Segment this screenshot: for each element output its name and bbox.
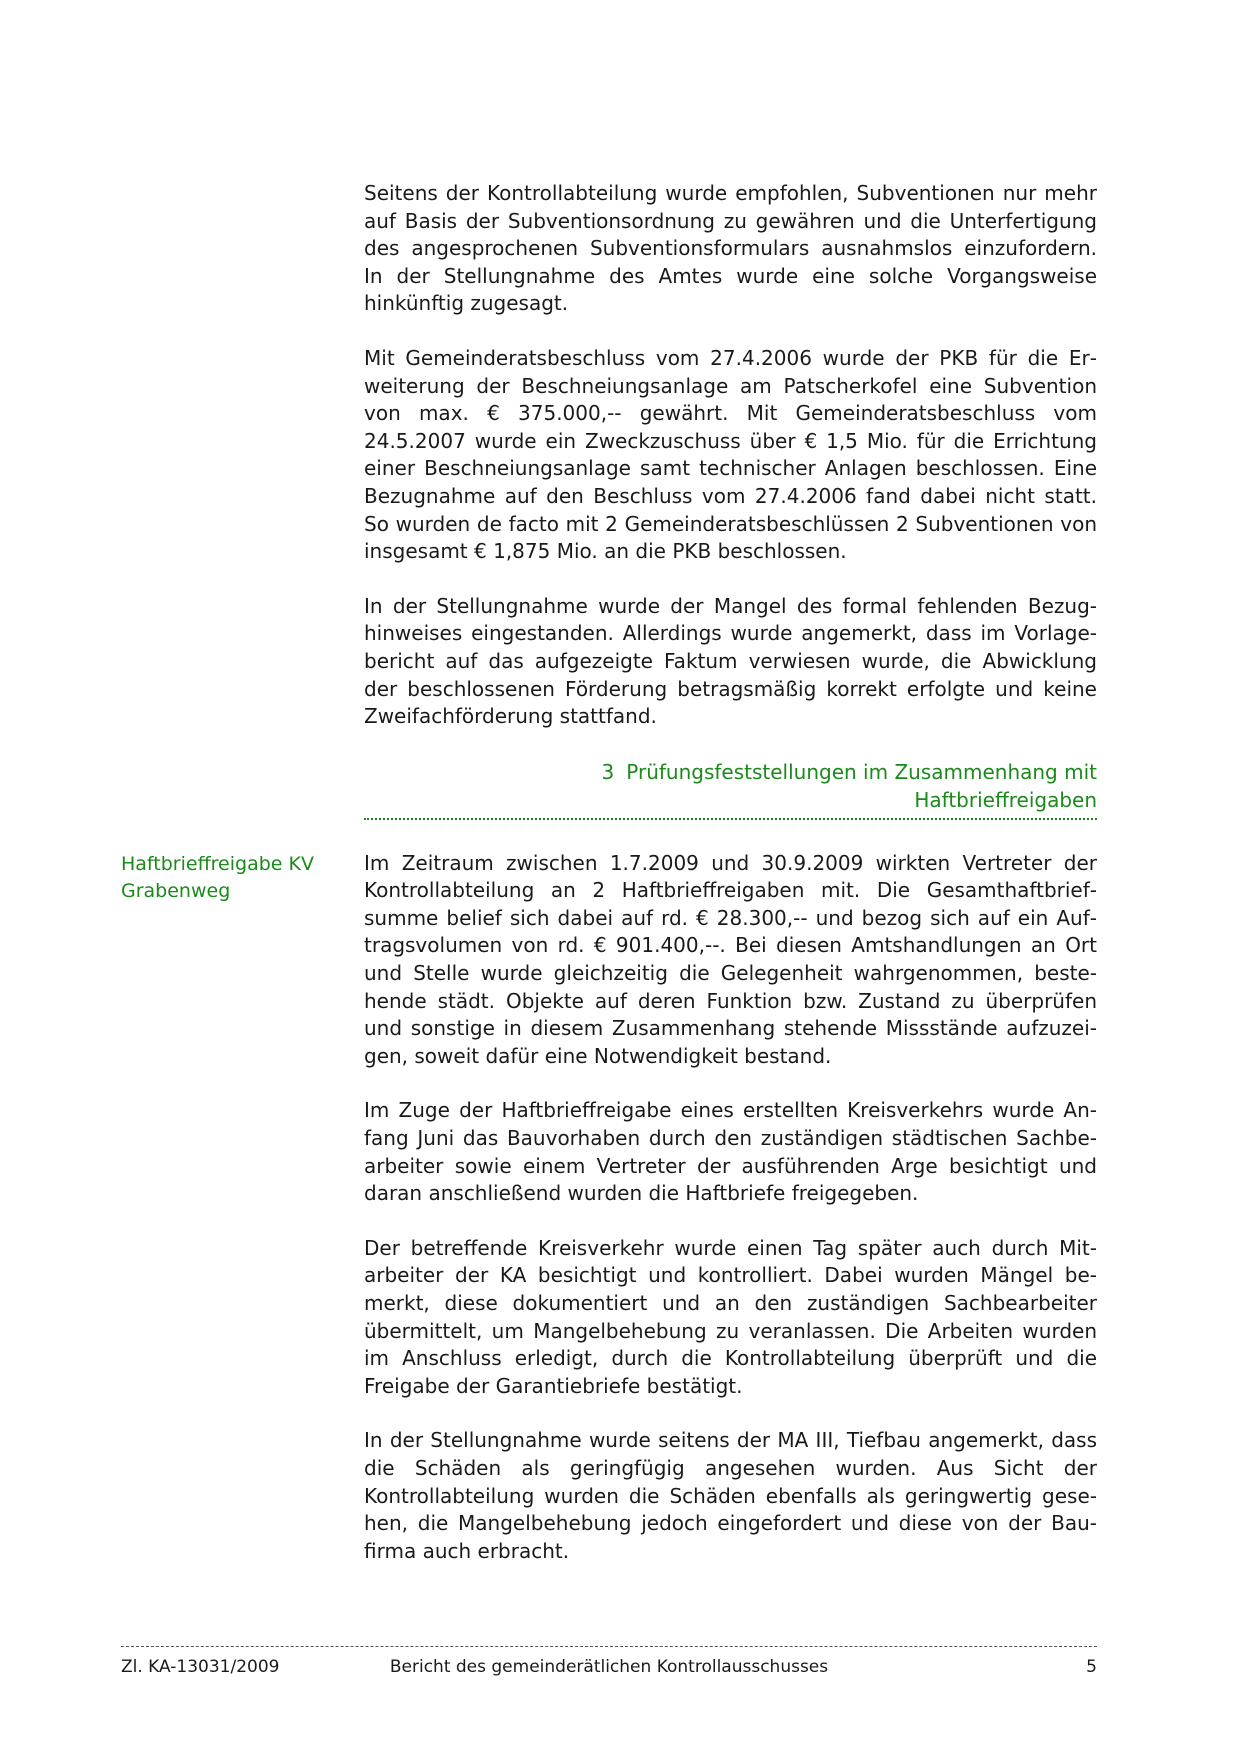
footer-title: Bericht des gemeinderätlichen Kontrollausschusses	[389, 1657, 829, 1677]
paragraph-kreisverkehr-kontrolle: Der betreffende Kreisverkehr wurde einen Tag später auch durch Mitarbeiter der KA besichtigt und kontrolliert. Dabei wurden Mängel bemerkt, diese dokumentiert und an den zuständigen Sachbearbeiter übermittelt, um Mangelbehebung zu veranlassen. Die Arbeiten wurden im Anschluss erledigt, durch die Kontrollabteilung überprüft und die Freigabe der Garantiebriefe bestätigt.	[364, 1235, 1097, 1398]
paragraph-zeitraum: Im Zeitraum zwischen 1.7.2009 und 30.9.2009 wirkten Vertreter der Kontrollabteilung an 2 Haftbrieffreigaben mit. Die Gesamthaftbriefsumme belief sich dabei auf rd. € 28.300,-- und bezog sich auf ein Auftragsvolumen von rd. € 901.400,--. Bei diesen Amtshandlungen an Ort und Stelle wurde gleichzeitig die Gelegenheit wahrgenommen, bestehende städt. Objekte auf deren Funktion bzw. Zustand zu überprüfen und sonstige in diesem Zusammenhang stehende Missstände aufzuzeigen, soweit dafür eine Notwendigkeit bestand.	[364, 850, 1097, 1068]
paragraph-bezughinweis: In der Stellungnahme wurde der Mangel des formal fehlenden Bezughinweises eingestanden. Allerdings wurde angemerkt, dass im Vorlagebericht auf das aufgezeigte Faktum verwiesen wurde, die Abwicklung der beschlossenen Förderung betragsmäßig korrekt erfolgte und keine Zweifachförderung stattfand.	[364, 593, 1097, 729]
section-gap	[364, 820, 1097, 850]
section-title-part1: Prüfungsfeststellungen im Zusammenhang mit	[626, 759, 1097, 784]
footer-reference: Zl. KA-13031/2009	[121, 1657, 280, 1677]
paragraph-stellungnahme-tiefbau: In der Stellungnahme wurde seitens der MA III, Tiefbau angemerkt, dass die Schäden als geringfügig angesehen wurden. Aus Sicht der Kontrollabteilung wurden die Schäden ebenfalls als geringwertig gesehen, die Mangelbehebung jedoch eingefordert und diese von der Baufirma auch erbracht.	[364, 1428, 1097, 1563]
section-heading	[364, 758, 1097, 820]
page-number: 5	[1086, 1657, 1097, 1677]
footer-divider	[121, 1646, 1097, 1647]
section-heading-line1	[364, 758, 1097, 786]
main-column	[364, 180, 1097, 1592]
section-heading-line2: Haftbrieffreigaben	[914, 787, 1097, 812]
margin-note-line2: Grabenweg	[121, 880, 231, 902]
paragraph-kreisverkehr-freigabe: Im Zuge der Haftbrieffreigabe eines erstellten Kreisverkehrs wurde Anfang Juni das Bauvorhaben durch den zuständigen städtischen Sachbearbeiter sowie einem Vertreter der ausführenden Arge besichtigt und daran anschließend wurden die Haftbriefe freigegeben.	[364, 1098, 1097, 1206]
margin-note	[121, 851, 341, 905]
paragraph-subventionsformular: Seitens der Kontrollabteilung wurde empfohlen, Subventionen nur mehr auf Basis der Subventionsordnung zu gewähren und die Unterfertigung des angesprochenen Subventionsformulars ausnahmslos einzufordern. In der Stellungnahme des Amtes wurde eine solche Vorgangsweise hinkünftig zugesagt.	[364, 181, 1097, 316]
paragraph-gemeinderatsbeschluss: Mit Gemeinderatsbeschluss vom 27.4.2006 wurde der PKB für die Erweiterung der Beschneiungsanlage am Patscherkofel eine Subvention von max. € 375.000,-- gewährt. Mit Gemeinderatsbeschluss vom 24.5.2007 wurde ein Zweckzuschuss über € 1,5 Mio. für die Errichtung einer Beschneiungsanlage samt technischer Anlagen beschlossen. Eine Bezugnahme auf den Beschluss vom 27.4.2006 fand dabei nicht statt. So wurden de facto mit 2 Gemeinderatsbeschlüssen 2 Subventionen von insgesamt € 1,875 Mio. an die PKB beschlossen.	[364, 345, 1097, 564]
margin-note-line1: Haftbrieffreigabe KV	[121, 853, 314, 875]
section-number: 3	[601, 759, 615, 784]
